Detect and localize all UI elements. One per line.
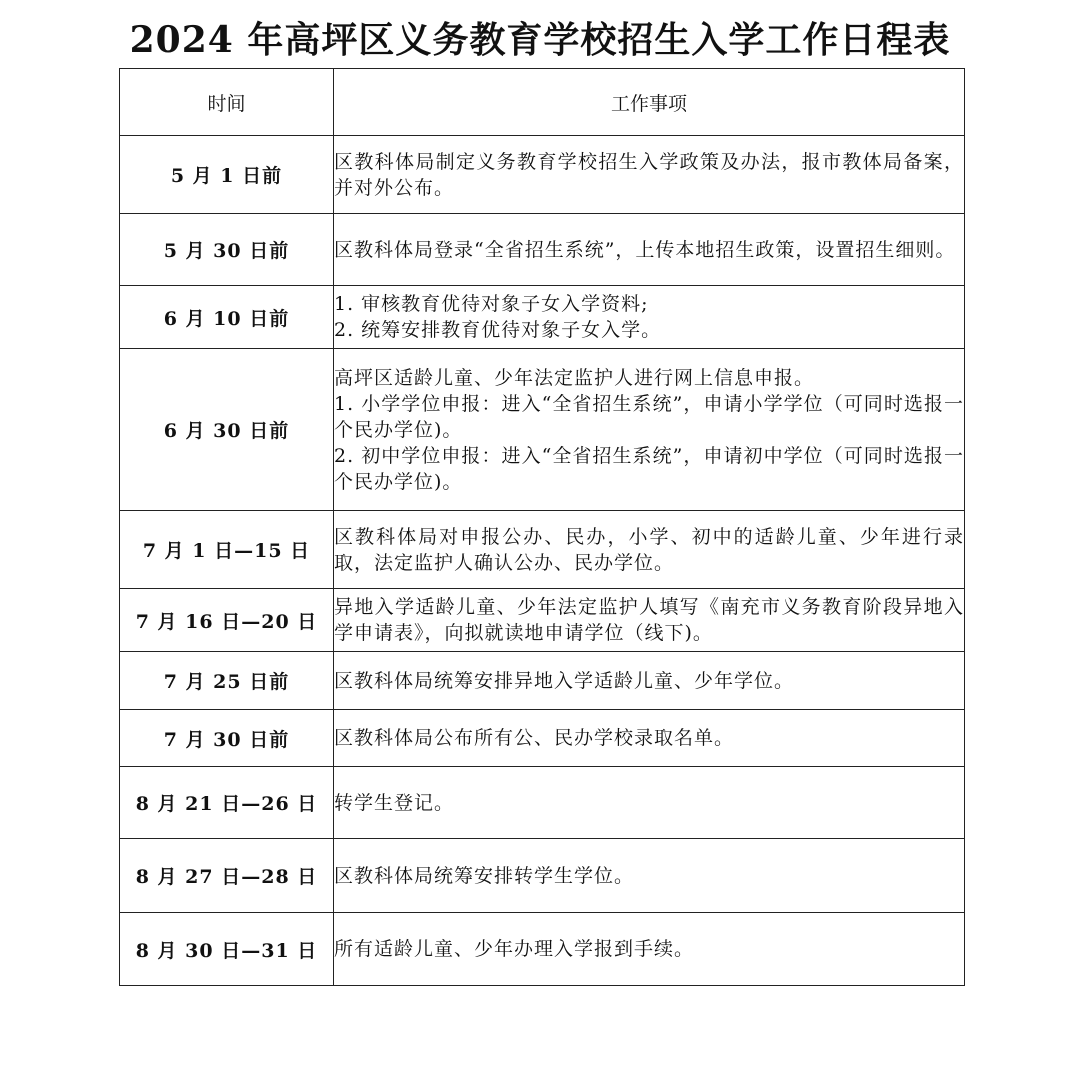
time-cell: 6 月 10 日前 [120,286,334,349]
task-line: 区教科体局对申报公办、民办，小学、初中的适龄儿童、少年进行录取，法定监护人确认公办、民办学位。 [334,525,964,574]
page-title: 2024 年高坪区义务教育学校招生入学工作日程表 [129,19,951,61]
table-row [120,511,965,589]
task-line: 区教科体局统筹安排异地入学适龄儿童、少年学位。 [334,669,795,692]
table-row [120,652,965,710]
task-line: 高坪区适龄儿童、少年法定监护人进行网上信息申报。 [334,366,815,389]
table-row [120,136,965,214]
task-line: 区教科体局公布所有公、民办学校录取名单。 [334,727,735,749]
time-cell: 7 月 1 日—15 日 [120,511,334,589]
task-line: 2. 统筹安排教育优待对象子女入学。 [334,319,662,341]
schedule-table [119,68,965,986]
time-cell: 8 月 30 日—31 日 [120,913,334,986]
task-cell [334,913,965,986]
table-row [120,767,965,839]
task-cell [334,349,965,511]
time-cell: 8 月 27 日—28 日 [120,839,334,913]
task-line: 转学生登记。 [334,791,455,814]
task-line: 2. 初中学位申报：进入“全省招生系统”，申请初中学位（可同时选报一个民办学位)。 [334,444,964,493]
table-row [120,349,965,511]
task-line: 区教科体局登录“全省招生系统”，上传本地招生政策，设置招生细则。 [334,238,956,261]
task-line: 1. 小学学位申报：进入“全省招生系统”，申请小学学位（可同时选报一个民办学位)。 [334,392,964,441]
task-line: 所有适龄儿童、少年办理入学报到手续。 [334,938,695,960]
task-cell [334,511,965,589]
time-cell: 7 月 16 日—20 日 [120,589,334,652]
table-row [120,913,965,986]
column-header-task: 工作事项 [334,69,965,136]
time-cell: 8 月 21 日—26 日 [120,767,334,839]
task-cell [334,839,965,913]
column-header-time: 时间 [120,69,334,136]
task-line: 区教科体局统筹安排转学生学位。 [334,864,635,887]
time-cell: 5 月 30 日前 [120,214,334,286]
task-cell [334,589,965,652]
table-row [120,286,965,349]
table-row [120,839,965,913]
task-line: 区教科体局制定义务教育学校招生入学政策及办法，报市教体局备案，并对外公布。 [334,150,964,199]
table-row [120,710,965,767]
table-row [120,589,965,652]
task-line: 异地入学适龄儿童、少年法定监护人填写《南充市义务教育阶段异地入学申请表》，向拟就读地申请学位（线下)。 [334,596,964,644]
task-cell [334,214,965,286]
task-cell [334,286,965,349]
task-cell [334,767,965,839]
task-line: 1. 审核教育优待对象子女入学资料; [334,293,649,315]
task-cell [334,710,965,767]
time-cell: 6 月 30 日前 [120,349,334,511]
table-header-row [120,69,965,136]
task-cell [334,652,965,710]
table-row [120,214,965,286]
task-cell [334,136,965,214]
time-cell: 7 月 30 日前 [120,710,334,767]
time-cell: 5 月 1 日前 [120,136,334,214]
time-cell: 7 月 25 日前 [120,652,334,710]
